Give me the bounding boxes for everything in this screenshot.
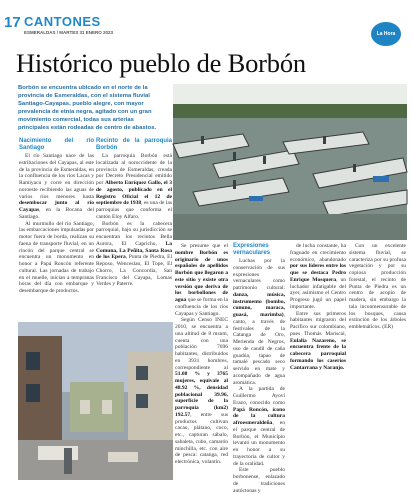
lead-paragraph: Borbón se encuentra ubicado en el norte de la provincia de Esmeraldas, con el sistema fluvial Santiago-Cayapas, pueblo alegre, con mayor prevalencia de etnia negra, agitado con un gran movimiento comercial, todas sus arterias principales están rodeadas de centro de abastos. xyxy=(18,85,157,131)
paragraph: Con un excelente sistema fluvial, se caracteriza por su profusa vegetación y por su copiosa producción forestal, el recinto de Punta de Piedra es un centro de acopio de madera, sin embargo la tala inconmensurable de los bosques, causa extinción de los árboles emblemáticos. (ER) xyxy=(349,243,406,330)
column-4 xyxy=(233,243,285,494)
dateline: ESMERALDAS / MARTES 31 ENERO 2023 xyxy=(24,30,114,35)
monument-street-photo xyxy=(18,322,173,480)
paragraph: Este pueblo borbonense, enlazado de tradiciones autóctonas y xyxy=(233,467,285,494)
paragraph: Se presume que el nombre Borbón es originario de unos españoles de apellidos Borbón que llegaron a este sitio y existe otra versión que deriva de los borbollones de agua que se forma en la confluencia de los ríos Cayapas y Santiago. xyxy=(175,243,229,317)
page-number: 17 xyxy=(4,14,21,31)
page-header xyxy=(0,0,412,37)
paragraph: Según Censo INEC 2010, se encuentra a una altitud de 8 msnm, cuenta con una población 7696 habitantes, distribuidos en 3931 hombres, correspondiente al 51.08 % y 3765 mujeres, equivale al 48.92 %, densidad poblacional 39.96, superficie de la parroquia (km2) 192.57, entre sus productos cultivan cacao, plátano, coco, etc., capturan sábalo, sabaleta, cubo, camarón minchilla, etc. con aire de pesca: catanga, red electrónica, volantín. xyxy=(175,317,228,465)
paragraph: Borbón es la cabecera parroquial, bajo su jurisdicción se encuentran los recintos Bella Aurora, El Capricho, La Comuna, La Peñita, Santa Rosa de los Epera, Punta de Piedra, El Reposo, Wenceslao, El Tope, El Chorro, La Concordia, San Francisco del Cayapa, Lomas Verdes y Paterre. xyxy=(96,220,172,288)
logo-text: La Hora xyxy=(376,31,396,37)
headline: Histórico pueblo de Borbón xyxy=(16,48,306,78)
column-6 xyxy=(349,243,406,331)
paragraph: Al murmullo del río Santiago, las embarcaciones impulsadas por motor fuera de borda, realizan su faena de transporte fluvial, en un rincón del parque central se encuentra un monumento en honor a Papá Roncón referente cultural. Las jornadas de trabajo en el muelle, inician a tempranas horas del día con embarque y desembarque de productos. xyxy=(19,220,94,294)
subhead-expresiones: Expresiones vernaculares xyxy=(233,243,271,256)
paragraph: La parroquia Borbón está localizada al noroccidente de la provincia de Esmeraldas, creada por Decreto Presidencial emitido por Alberto Enríquez Gallo, el 3 de agosto, publicado en el Registro Oficial el 12 de septiembre de 1938, es una de las parroquias que conforma el cantón Eloy Alfaro. xyxy=(96,153,173,220)
boats-on-river-photo xyxy=(173,84,407,240)
column-1 xyxy=(19,138,94,295)
column-3 xyxy=(175,243,228,466)
paragraph: El río Santiago nace de las estribaciones del Cayapas, al este de la provincia de Esmeraldas, en la confluencia de los ríos Lacas y Ramiyacu y corre en dirección noroeste recibiendo las aguas de varios ríos menores hasta desembocar junto al río Cayapas, en la Bocana del Santiago. xyxy=(19,153,94,220)
paragraph: Luchas por la conservación de sus expresiones vernaculares como patrimonio cultural: danza, música, instrumento (bombo, cununo, maraca, guasá, marimba), canto, a través de festivales de la Catanga de Oro, Merienda de Negros, uso de candil de caña guadúa, tapao de tamalé pescado seco servido en mate y acompañado de agua aromática. xyxy=(233,258,285,386)
column-5 xyxy=(290,243,346,371)
subhead-nacimiento: Nacimiento del río Santiago xyxy=(19,138,94,151)
paragraph: Entre sus primeros habitantes migraron del Pacífico sur colombiano, pues Thomás Mariscal, Eulalia Nazareno, se encuentra frente de la cabecera parroquial formando los caseríos Cantarrana y Naranjo. xyxy=(290,310,346,371)
paragraph: A la partida de Guillermo Ayoví Erazo, conocido como Papá Roncón, ícono de la cultura afroesmeraldeña, en el parque central de Borbón, el Municipio levantó un monumento en honor a su trayectoria de cultor y de la oralidad. xyxy=(233,386,285,467)
subhead-recinto: Recinto de la parroquia Borbón xyxy=(96,138,172,151)
paragraph: de lucha constante, ha fraguado en crecimiento económico, abandonado por sus líderes entre los que se destaca Pedro Enrique Mosquera, un luchador infatigable del ayer, asimismo el Centro Progreso jugó un papel importante. xyxy=(290,243,346,310)
la-hora-logo xyxy=(371,22,401,46)
column-2 xyxy=(96,138,172,288)
section-title: CANTONES xyxy=(24,14,101,29)
